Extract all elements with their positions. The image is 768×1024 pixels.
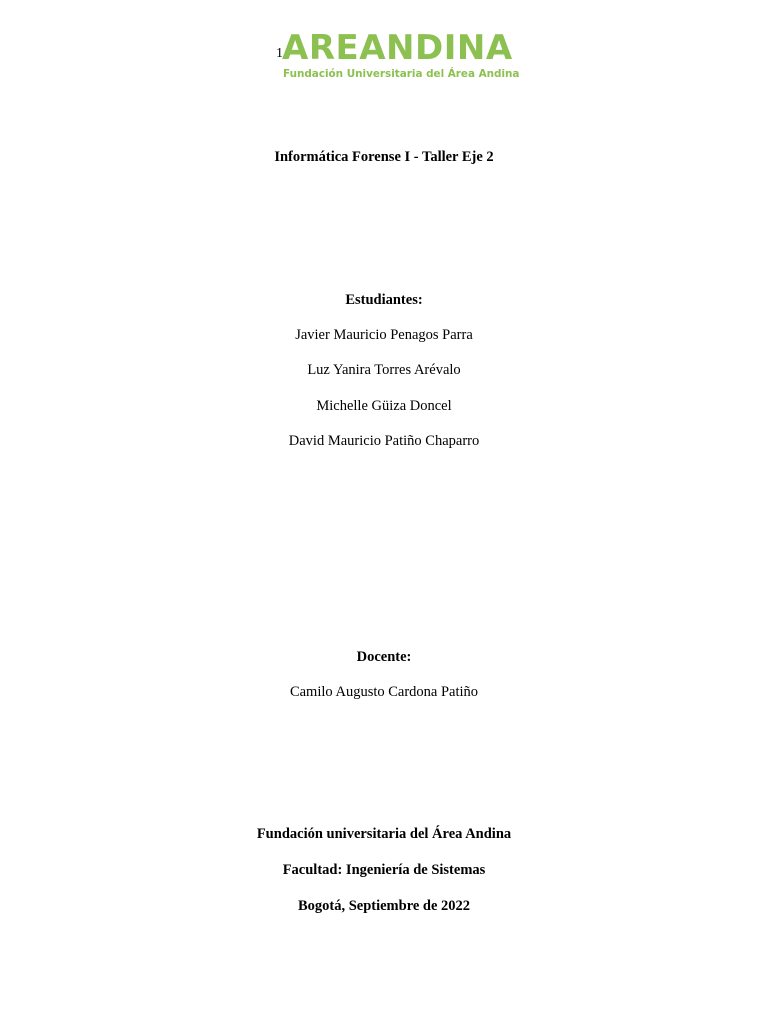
logo-wordmark: AREANDINA [282, 28, 513, 68]
students-heading: Estudiantes: [345, 292, 423, 308]
page-number: 1 [276, 46, 283, 61]
student-name: Michelle Güiza Doncel [316, 398, 452, 414]
student-name: David Mauricio Patiño Chaparro [288, 433, 480, 449]
areandina-logo [282, 28, 520, 82]
teacher-name: Camilo Augusto Cardona Patiño [289, 684, 479, 700]
teacher-heading: Docente: [356, 649, 412, 665]
institution-name: Fundación universitaria del Área Andina [256, 826, 512, 842]
student-name: Luz Yanira Torres Arévalo [307, 362, 461, 378]
faculty-name: Facultad: Ingeniería de Sistemas [282, 862, 486, 878]
logo-subtitle: Fundación Universitaria del Área Andina [283, 68, 520, 80]
student-name: Javier Mauricio Penagos Parra [295, 327, 473, 343]
place-date: Bogotá, Septiembre de 2022 [297, 898, 471, 914]
document-title: Informática Forense I - Taller Eje 2 [274, 149, 494, 165]
